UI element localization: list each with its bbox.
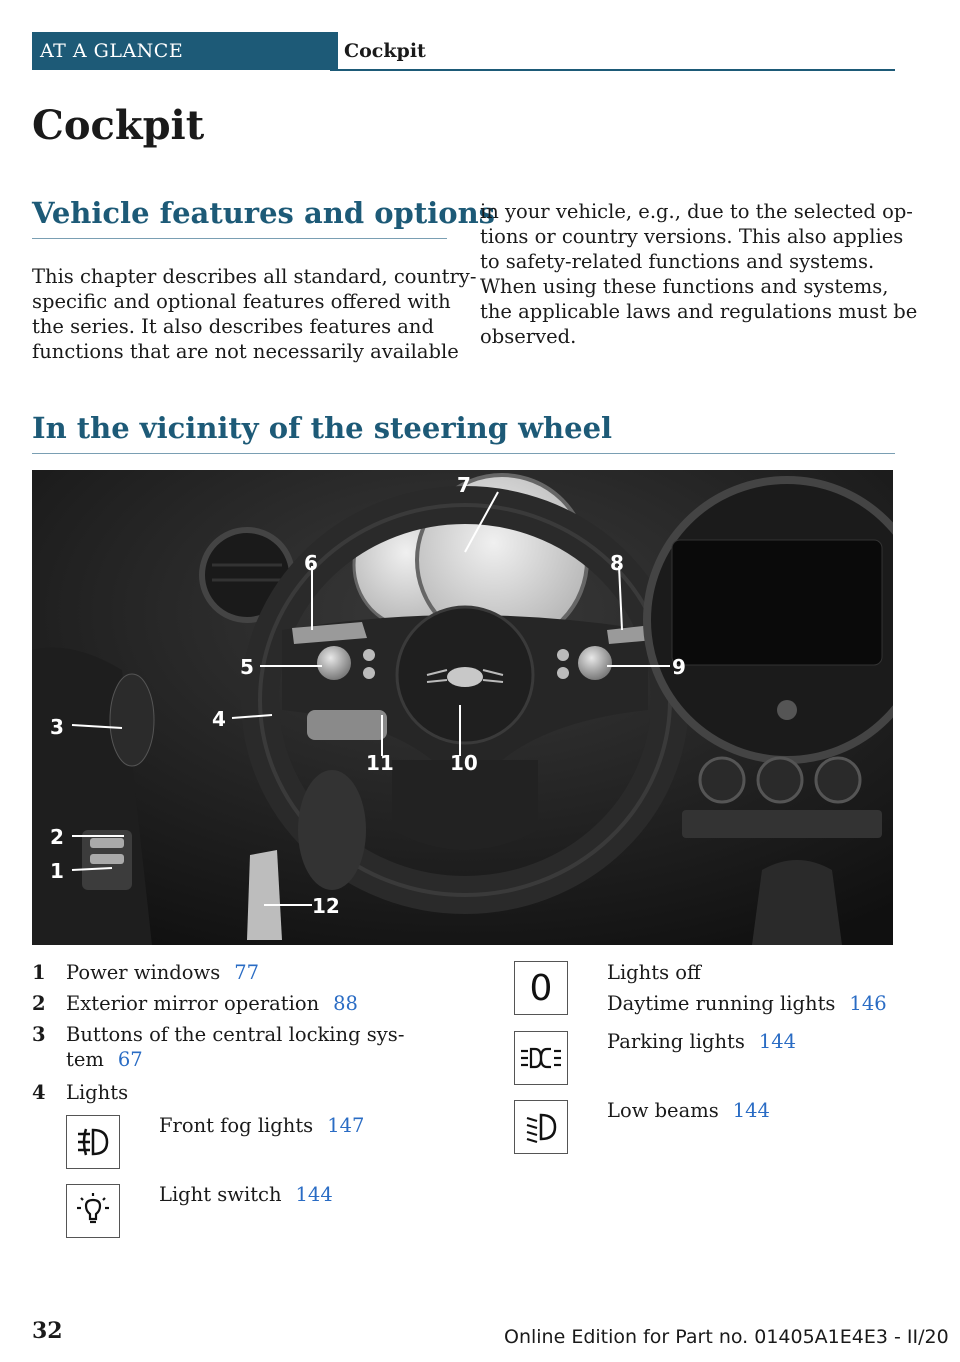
text-line: tions or country versions. This also applies bbox=[480, 225, 904, 248]
section-tab: AT A GLANCE bbox=[32, 32, 338, 70]
light-switch-glyph bbox=[73, 1191, 113, 1231]
low-beams-glyph bbox=[521, 1107, 561, 1147]
legend-label: Buttons of the central locking sys- bbox=[66, 1023, 405, 1046]
callout-5: 5 bbox=[240, 655, 254, 679]
legend-label: Lights bbox=[66, 1081, 129, 1104]
low-beams-icon bbox=[514, 1100, 568, 1154]
callout-8: 8 bbox=[610, 551, 624, 575]
right-btn-b bbox=[557, 667, 569, 679]
page-reference-link[interactable]: 77 bbox=[234, 961, 260, 984]
knee-pad bbox=[298, 770, 366, 890]
left-btn-a bbox=[363, 649, 375, 661]
text-line: in your vehicle, e.g., due to the selected op- bbox=[480, 200, 913, 223]
center-knob bbox=[777, 700, 797, 720]
vehicle-features-heading: Vehicle features and options bbox=[32, 196, 495, 230]
front-fog-lights-icon bbox=[66, 1115, 120, 1169]
legend-number: 3 bbox=[32, 1023, 46, 1046]
legend-number: 4 bbox=[32, 1081, 46, 1104]
text-line: functions that are not necessarily available bbox=[32, 340, 459, 363]
legend-light-switch bbox=[159, 1182, 333, 1207]
steering-section-rule bbox=[32, 453, 895, 454]
toggle-row bbox=[682, 810, 882, 838]
legend-low-beams bbox=[607, 1098, 770, 1123]
page-reference-link[interactable]: 144 bbox=[295, 1183, 333, 1206]
legend-label: Daytime running lights bbox=[607, 992, 836, 1015]
text-line: When using these functions and systems, bbox=[480, 275, 889, 298]
legend-text bbox=[66, 991, 358, 1016]
switch-b bbox=[90, 854, 124, 864]
left-btn-b bbox=[363, 667, 375, 679]
text-line: observed. bbox=[480, 325, 577, 348]
page-header bbox=[32, 32, 895, 70]
switch-a bbox=[90, 838, 124, 848]
callout-7: 7 bbox=[457, 473, 471, 497]
vehicle-features-right-text bbox=[480, 199, 917, 349]
text-line: the applicable laws and regulations must be bbox=[480, 300, 918, 323]
callout-11: 11 bbox=[366, 751, 394, 775]
text-line: This chapter describes all standard, country- bbox=[32, 265, 477, 288]
text-line: to safety-related functions and systems. bbox=[480, 250, 875, 273]
hood-release bbox=[247, 850, 282, 940]
legend-number: 2 bbox=[32, 992, 46, 1015]
door-speaker bbox=[110, 674, 154, 766]
front-fog-lights-glyph bbox=[73, 1122, 113, 1162]
page-number: 32 bbox=[32, 1318, 63, 1344]
vehicle-features-left-text bbox=[32, 264, 476, 364]
legend-front-fog-lights bbox=[159, 1113, 364, 1138]
legend-number: 1 bbox=[32, 961, 46, 984]
page-title: Cockpit bbox=[32, 102, 205, 149]
callout-1: 1 bbox=[50, 859, 64, 883]
lights-off-glyph: 0 bbox=[529, 967, 553, 1009]
legend-label: tem bbox=[66, 1048, 104, 1071]
legend-label: Front fog lights bbox=[159, 1114, 314, 1137]
callout-6: 6 bbox=[304, 551, 318, 575]
console-knob-2 bbox=[758, 758, 802, 802]
lights-off-icon bbox=[514, 961, 568, 1015]
left-dial bbox=[317, 646, 351, 680]
mini-logo bbox=[447, 667, 483, 687]
steering-section-heading: In the vicinity of the steering wheel bbox=[32, 411, 613, 445]
legend-parking-lights bbox=[607, 1029, 796, 1054]
page-reference-link[interactable]: 67 bbox=[117, 1048, 143, 1071]
console-knob-1 bbox=[700, 758, 744, 802]
callout-9: 9 bbox=[672, 655, 686, 679]
legend-label: Light switch bbox=[159, 1183, 282, 1206]
parking-lights-glyph bbox=[519, 1038, 563, 1078]
legend-label: Low beams bbox=[607, 1099, 719, 1122]
page-reference-link[interactable]: 147 bbox=[327, 1114, 365, 1137]
legend-daytime-running-lights bbox=[607, 991, 887, 1016]
callout-4: 4 bbox=[212, 707, 226, 731]
page-reference-link[interactable]: 144 bbox=[732, 1099, 770, 1122]
callout-12: 12 bbox=[312, 894, 340, 918]
right-btn-a bbox=[557, 649, 569, 661]
text-line: specific and optional features offered with bbox=[32, 290, 451, 313]
console-knob-3 bbox=[816, 758, 860, 802]
legend-text bbox=[66, 960, 259, 985]
gear-shifter bbox=[752, 860, 842, 945]
callout-10: 10 bbox=[450, 751, 478, 775]
legend-label: Power windows bbox=[66, 961, 221, 984]
light-switch-panel bbox=[307, 710, 387, 740]
chapter-title: Cockpit bbox=[344, 40, 426, 62]
light-switch-icon bbox=[66, 1184, 120, 1238]
legend-label: Exterior mirror operation bbox=[66, 992, 320, 1015]
cockpit-illustration bbox=[32, 470, 893, 945]
page-reference-link[interactable]: 88 bbox=[333, 992, 358, 1015]
legend-text bbox=[66, 1047, 143, 1072]
page-reference-link[interactable]: 146 bbox=[849, 992, 887, 1015]
header-rule bbox=[330, 69, 895, 71]
legend-label: Parking lights bbox=[607, 1030, 745, 1053]
callout-2: 2 bbox=[50, 825, 64, 849]
callout-3: 3 bbox=[50, 715, 64, 739]
text-line: the series. It also describes features and bbox=[32, 315, 434, 338]
center-display-screen bbox=[672, 540, 882, 665]
page-reference-link[interactable]: 144 bbox=[758, 1030, 797, 1053]
vehicle-features-rule bbox=[32, 238, 447, 239]
legend-lights-off: Lights off bbox=[607, 961, 701, 984]
parking-lights-icon bbox=[514, 1031, 568, 1085]
cockpit-photo bbox=[32, 470, 893, 945]
right-dial bbox=[578, 646, 612, 680]
edition-note: Online Edition for Part no. 01405A1E4E3 - II/20 bbox=[504, 1326, 949, 1348]
